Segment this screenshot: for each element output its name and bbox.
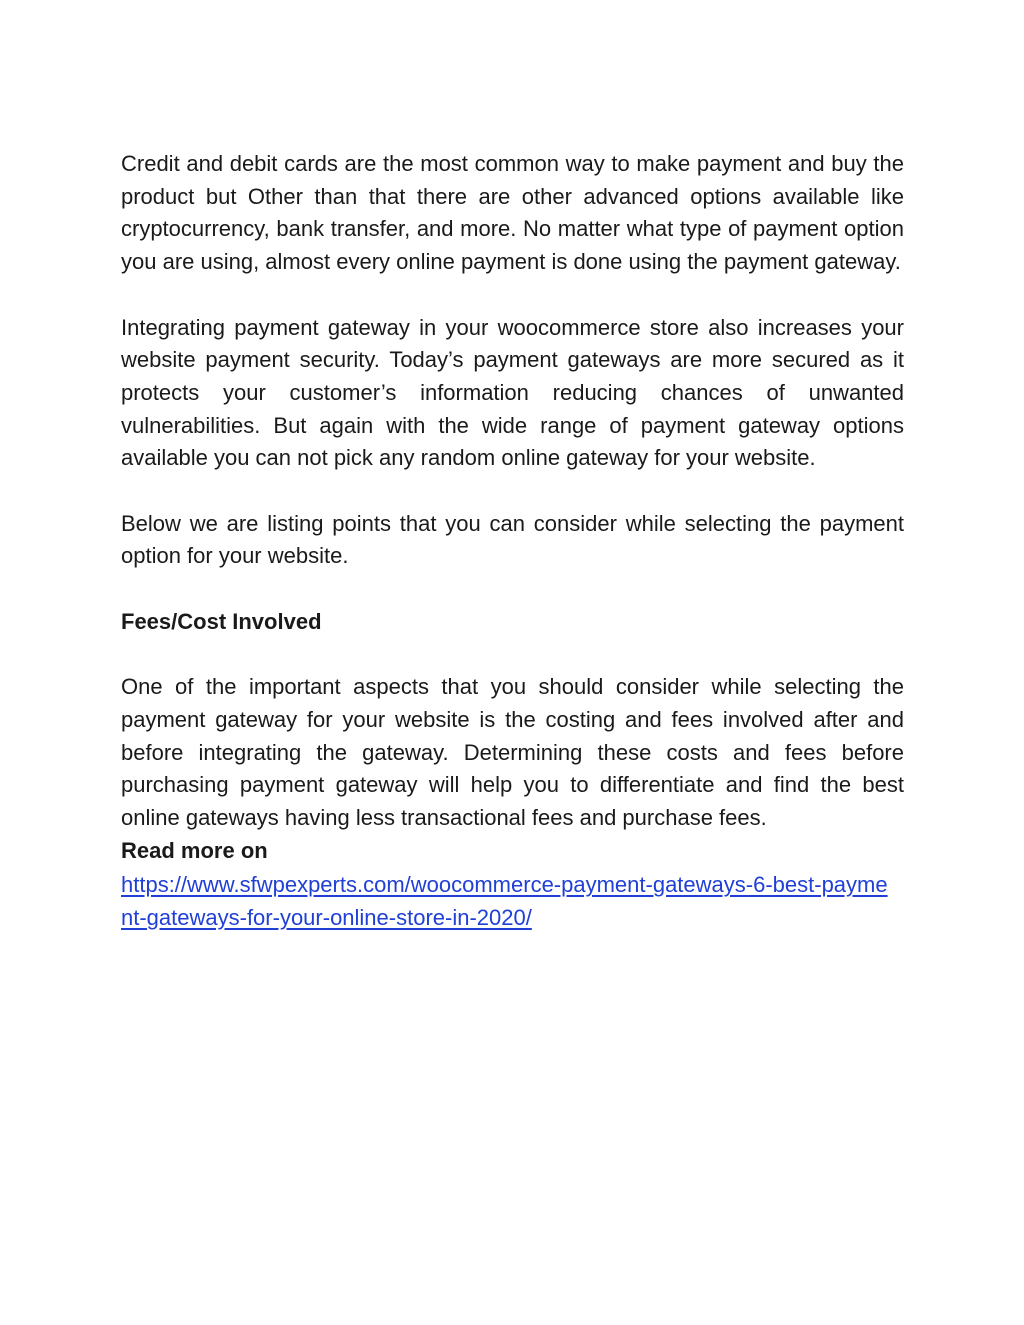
paragraph-listing-points: Below we are listing points that you can consider while selecting the payment option for your website.	[121, 510, 904, 569]
read-more-link[interactable]: https://www.sfwpexperts.com/woocommerce-payment-gateways-6-best-payment-gateways-for-your-online-store-in-2020/	[121, 872, 888, 931]
paragraph-fees-cost: One of the important aspects that you should consider while selecting the payment gateway for your website is the costing and fees involved after and before integrating the gateway. Determining these costs and fees before purchasing payment gateway will help you to differentiate and find the best online gateways having less transactional fees and purchase fees.	[121, 674, 904, 830]
paragraph-payment-methods: Credit and debit cards are the most common way to make payment and buy the product but Other than that there are other advanced options available like cryptocurrency, bank transfer, and more. No matter what type of payment option you are using, almost every online payment is done using the payment gateway.	[121, 151, 904, 275]
document-body	[121, 148, 904, 935]
paragraph-payment-security: Integrating payment gateway in your woocommerce store also increases your website payment security. Today’s payment gateways are more secured as it protects your customer’s information reducing chances of unwanted vulnerabilities. But again with the wide range of payment gateway options available you can not pick any random online gateway for your website.	[121, 314, 904, 471]
section-heading: Fees/Cost Involved	[121, 608, 322, 634]
read-more-label: Read more on	[121, 837, 268, 863]
